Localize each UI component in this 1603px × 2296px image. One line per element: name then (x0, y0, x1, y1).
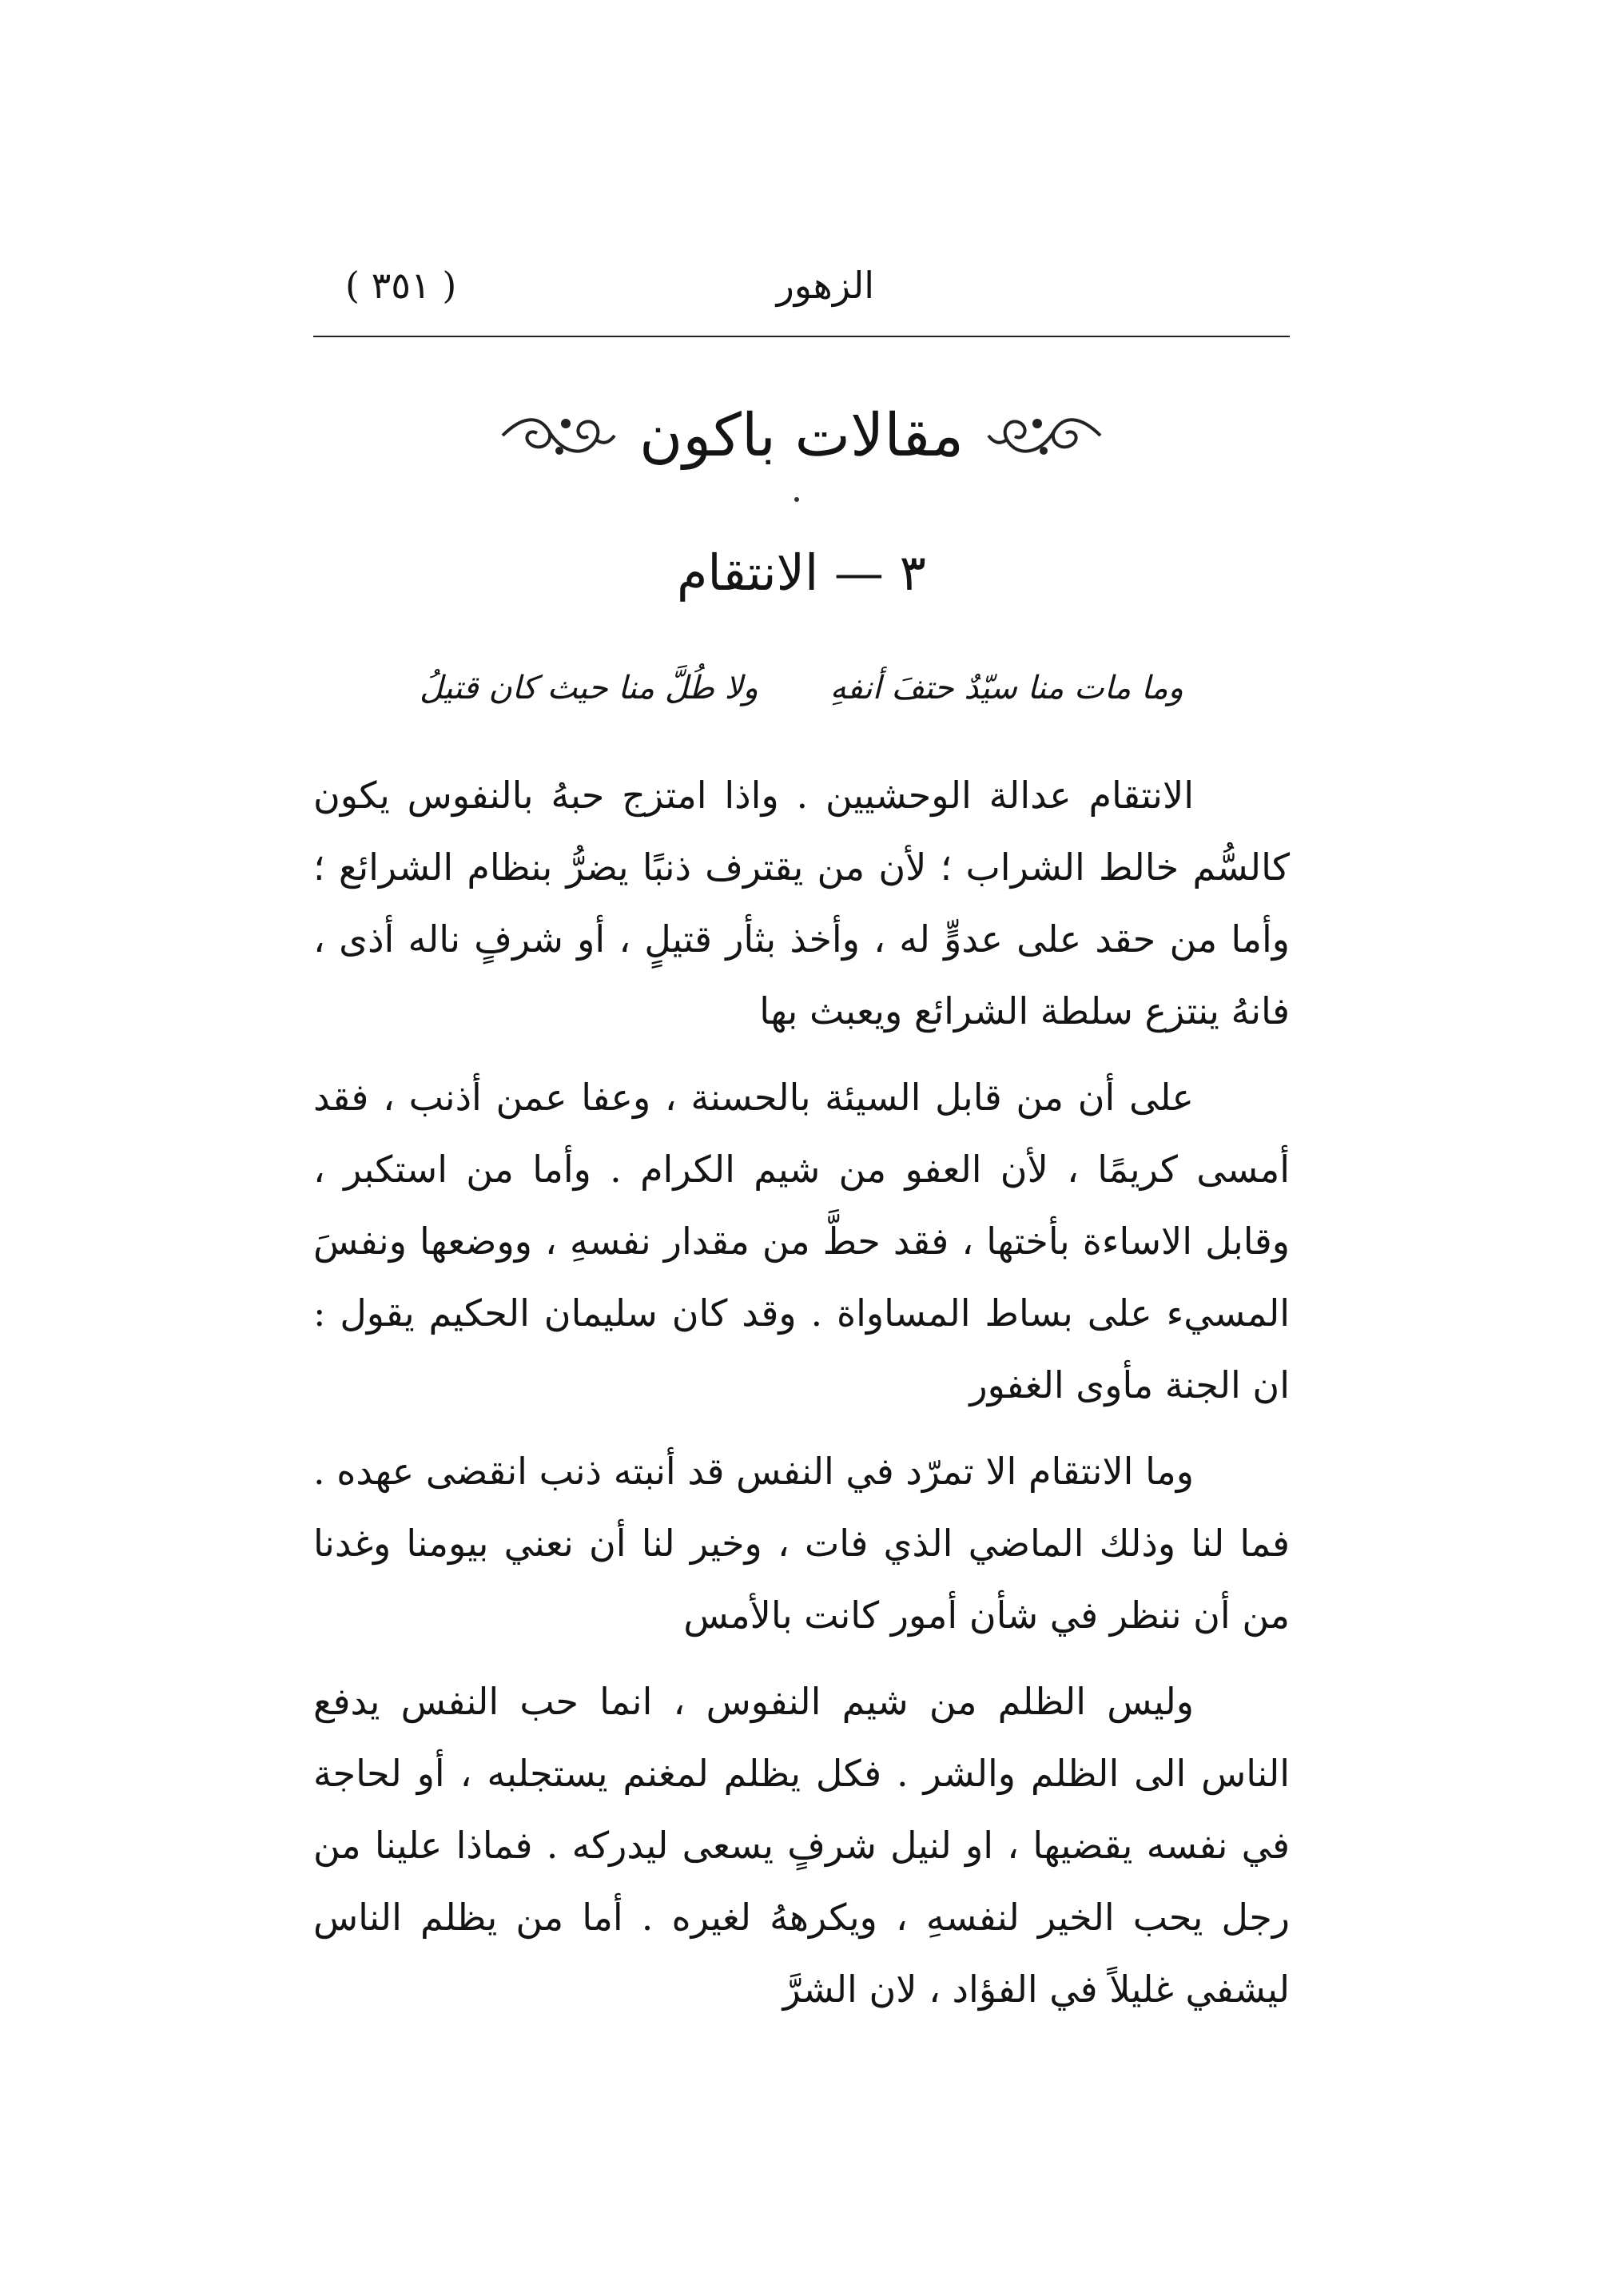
paragraph: على أن من قابل السيئة بالحسنة ، وعفا عمن أذنب ، فقد أمسى كريمًا ، لأن العفو من شيم الكرام . وأما من استكبر ، وقابل الاساءة بأختها ، فقد حطَّ من مقدار نفسهِ ، ووضعها ونفسَ المسيء على بساط المساواة . وقد كان سليمان الحكيم يقول : ان الجنة مأوى الغفور (313, 1076, 1290, 1407)
epigraph-hemistich-2: ولا طُلَّ منا حيث كان قتيلُ (420, 670, 758, 706)
floral-ornament-icon (984, 400, 1104, 472)
section-heading (313, 392, 1290, 479)
page-number: ( ٣٥١ ) (345, 264, 457, 307)
epigraph (313, 670, 1290, 706)
floral-ornament-icon (499, 400, 619, 472)
article-title: ٣ — الانتقام (677, 543, 926, 602)
header-rule (313, 336, 1290, 337)
separator-dot (794, 497, 799, 502)
section-title: مقالات باكون (639, 401, 964, 470)
article-body (313, 759, 1290, 2039)
running-title: الزهور (776, 264, 874, 307)
paragraph: الانتقام عدالة الوحشيين . واذا امتزج حبهُ بالنفوس يكون كالسُّم خالط الشراب ؛ لأن من يقترف ذنبًا يضرُّ بنظام الشرائع ؛ وأما من حقد على عدوٍّ له ، وأخذ بثأر قتيلٍ ، أو شرفٍ ناله أذى ، فانهُ ينتزع سلطة الشرائع ويعبث بها (313, 774, 1290, 1033)
paragraph: وما الانتقام الا تمرّد في النفس قد أنبته ذنب انقضى عهده . فما لنا وذلك الماضي الذي فات ، وخير لنا أن نعني بيومنا وغدنا من أن ننظر في شأن أمور كانت بالأمس (313, 1450, 1290, 1637)
page-header (313, 264, 1290, 328)
epigraph-hemistich-1: وما مات منا سيّدٌ حتفَ أنفهِ (829, 670, 1183, 706)
paragraph: وليس الظلم من شيم النفوس ، انما حب النفس يدفع الناس الى الظلم والشر . فكل يظلم لمغنم يستجلبه ، أو لحاجة في نفسه يقضيها ، او لنيل شرفٍ يسعى ليدركه . فماذا علينا من رجل يحب الخير لنفسهِ ، ويكرههُ لغيره . أما من يظلم الناس ليشفي غليلاً في الفؤاد ، لان الشرَّ (313, 1680, 1290, 2011)
